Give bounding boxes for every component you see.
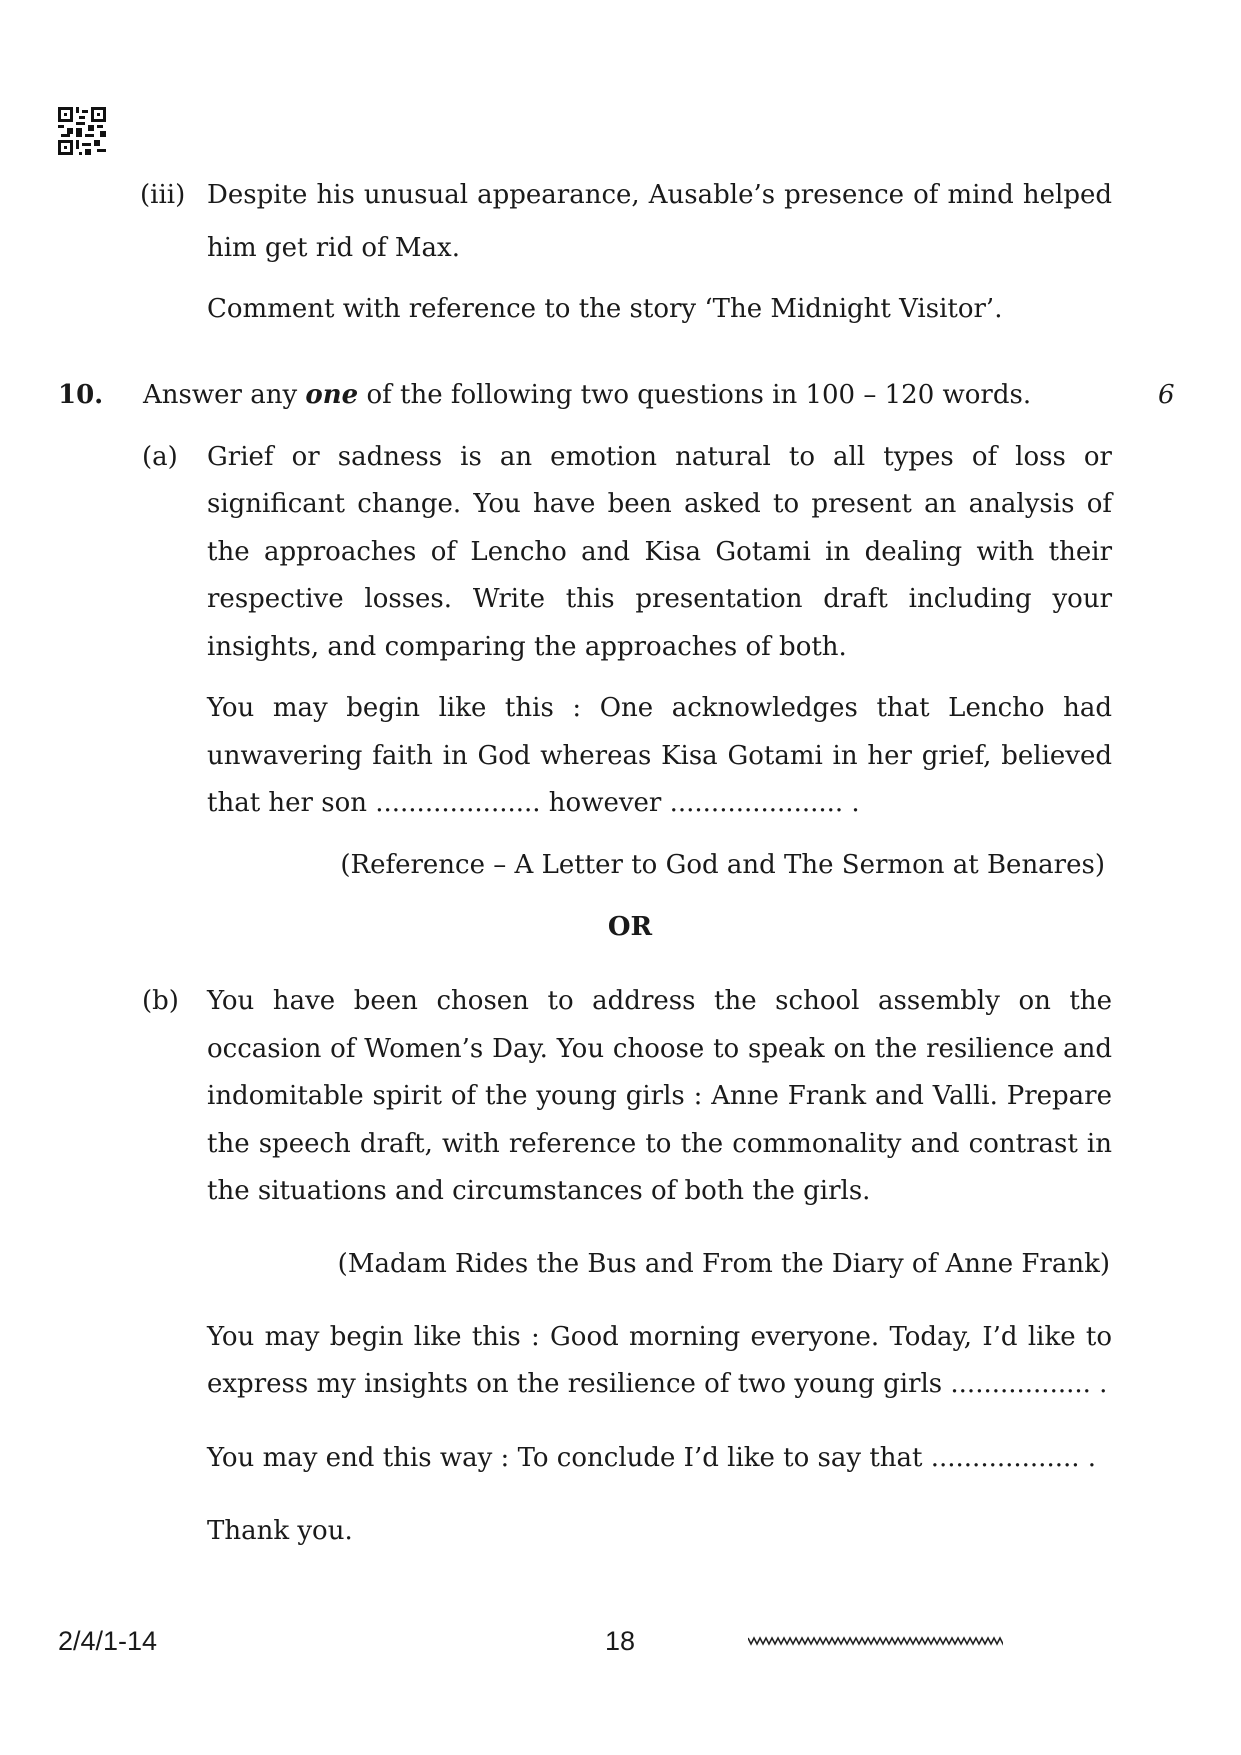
q10a-line-3: the approaches of Lencho and Kisa Gotami in dealing with their — [207, 537, 1112, 567]
q9-iii-label: (iii) — [140, 180, 186, 210]
or-separator: OR — [607, 912, 653, 942]
q10-intro-after: of the following two questions in 100 – 120 words. — [358, 380, 1032, 410]
q10a-line-2: significant change. You have been asked to present an analysis of — [207, 489, 1112, 519]
wavy-line-icon — [748, 1634, 1003, 1648]
q10a-begin-line-2: unwavering faith in God whereas Kisa Gotami in her grief, believed — [207, 741, 1112, 771]
paper-code: 2/4/1-14 — [58, 1626, 158, 1656]
q10a-line-4: respective losses. Write this presentation draft including your — [207, 584, 1112, 614]
q10a-reference: (Reference – A Letter to God and The Sermon at Benares) — [340, 850, 1105, 880]
q10-marks: 6 — [1158, 380, 1175, 410]
q10b-begin-line-2: express my insights on the resilience of two young girls ................. . — [207, 1369, 1108, 1399]
q10b-reference: (Madam Rides the Bus and From the Diary of Anne Frank) — [337, 1249, 1110, 1279]
q10a-label: (a) — [142, 442, 178, 472]
q10-intro-emphasis: one — [305, 380, 359, 410]
q10-intro — [143, 380, 1031, 410]
q10a-line-5: insights, and comparing the approaches of both. — [207, 632, 847, 662]
q10b-line-2: occasion of Women’s Day. You choose to speak on the resilience and — [207, 1034, 1112, 1064]
q9-iii-instruction: Comment with reference to the story ‘The Midnight Visitor’. — [207, 294, 1003, 324]
q10a-begin-line-1: You may begin like this : One acknowledges that Lencho had — [207, 693, 1112, 723]
page-number: 18 — [604, 1626, 636, 1656]
q10b-end-line: You may end this way : To conclude I’d like to say that .................. . — [207, 1443, 1097, 1473]
q9-iii-line-2: him get rid of Max. — [207, 233, 460, 263]
q10b-begin-line-1: You may begin like this : Good morning everyone. Today, I’d like to — [207, 1322, 1112, 1352]
q10b-line-3: indomitable spirit of the young girls : Anne Frank and Valli. Prepare — [207, 1081, 1112, 1111]
q10-number: 10. — [58, 380, 104, 410]
q10b-thanks: Thank you. — [207, 1516, 353, 1546]
q10a-line-1: Grief or sadness is an emotion natural to all types of loss or — [207, 442, 1112, 472]
q10b-label: (b) — [142, 986, 179, 1016]
q10b-line-4: the speech draft, with reference to the commonality and contrast in — [207, 1129, 1112, 1159]
q10-intro-before: Answer any — [143, 380, 306, 410]
q10b-line-1: You have been chosen to address the school assembly on the — [207, 986, 1112, 1016]
q10b-line-5: the situations and circumstances of both the girls. — [207, 1176, 871, 1206]
q9-iii-line-1: Despite his unusual appearance, Ausable’s presence of mind helped — [207, 180, 1112, 210]
qr-code-icon — [58, 107, 106, 155]
q10a-begin-line-3: that her son .................... however ..................... . — [207, 788, 860, 818]
